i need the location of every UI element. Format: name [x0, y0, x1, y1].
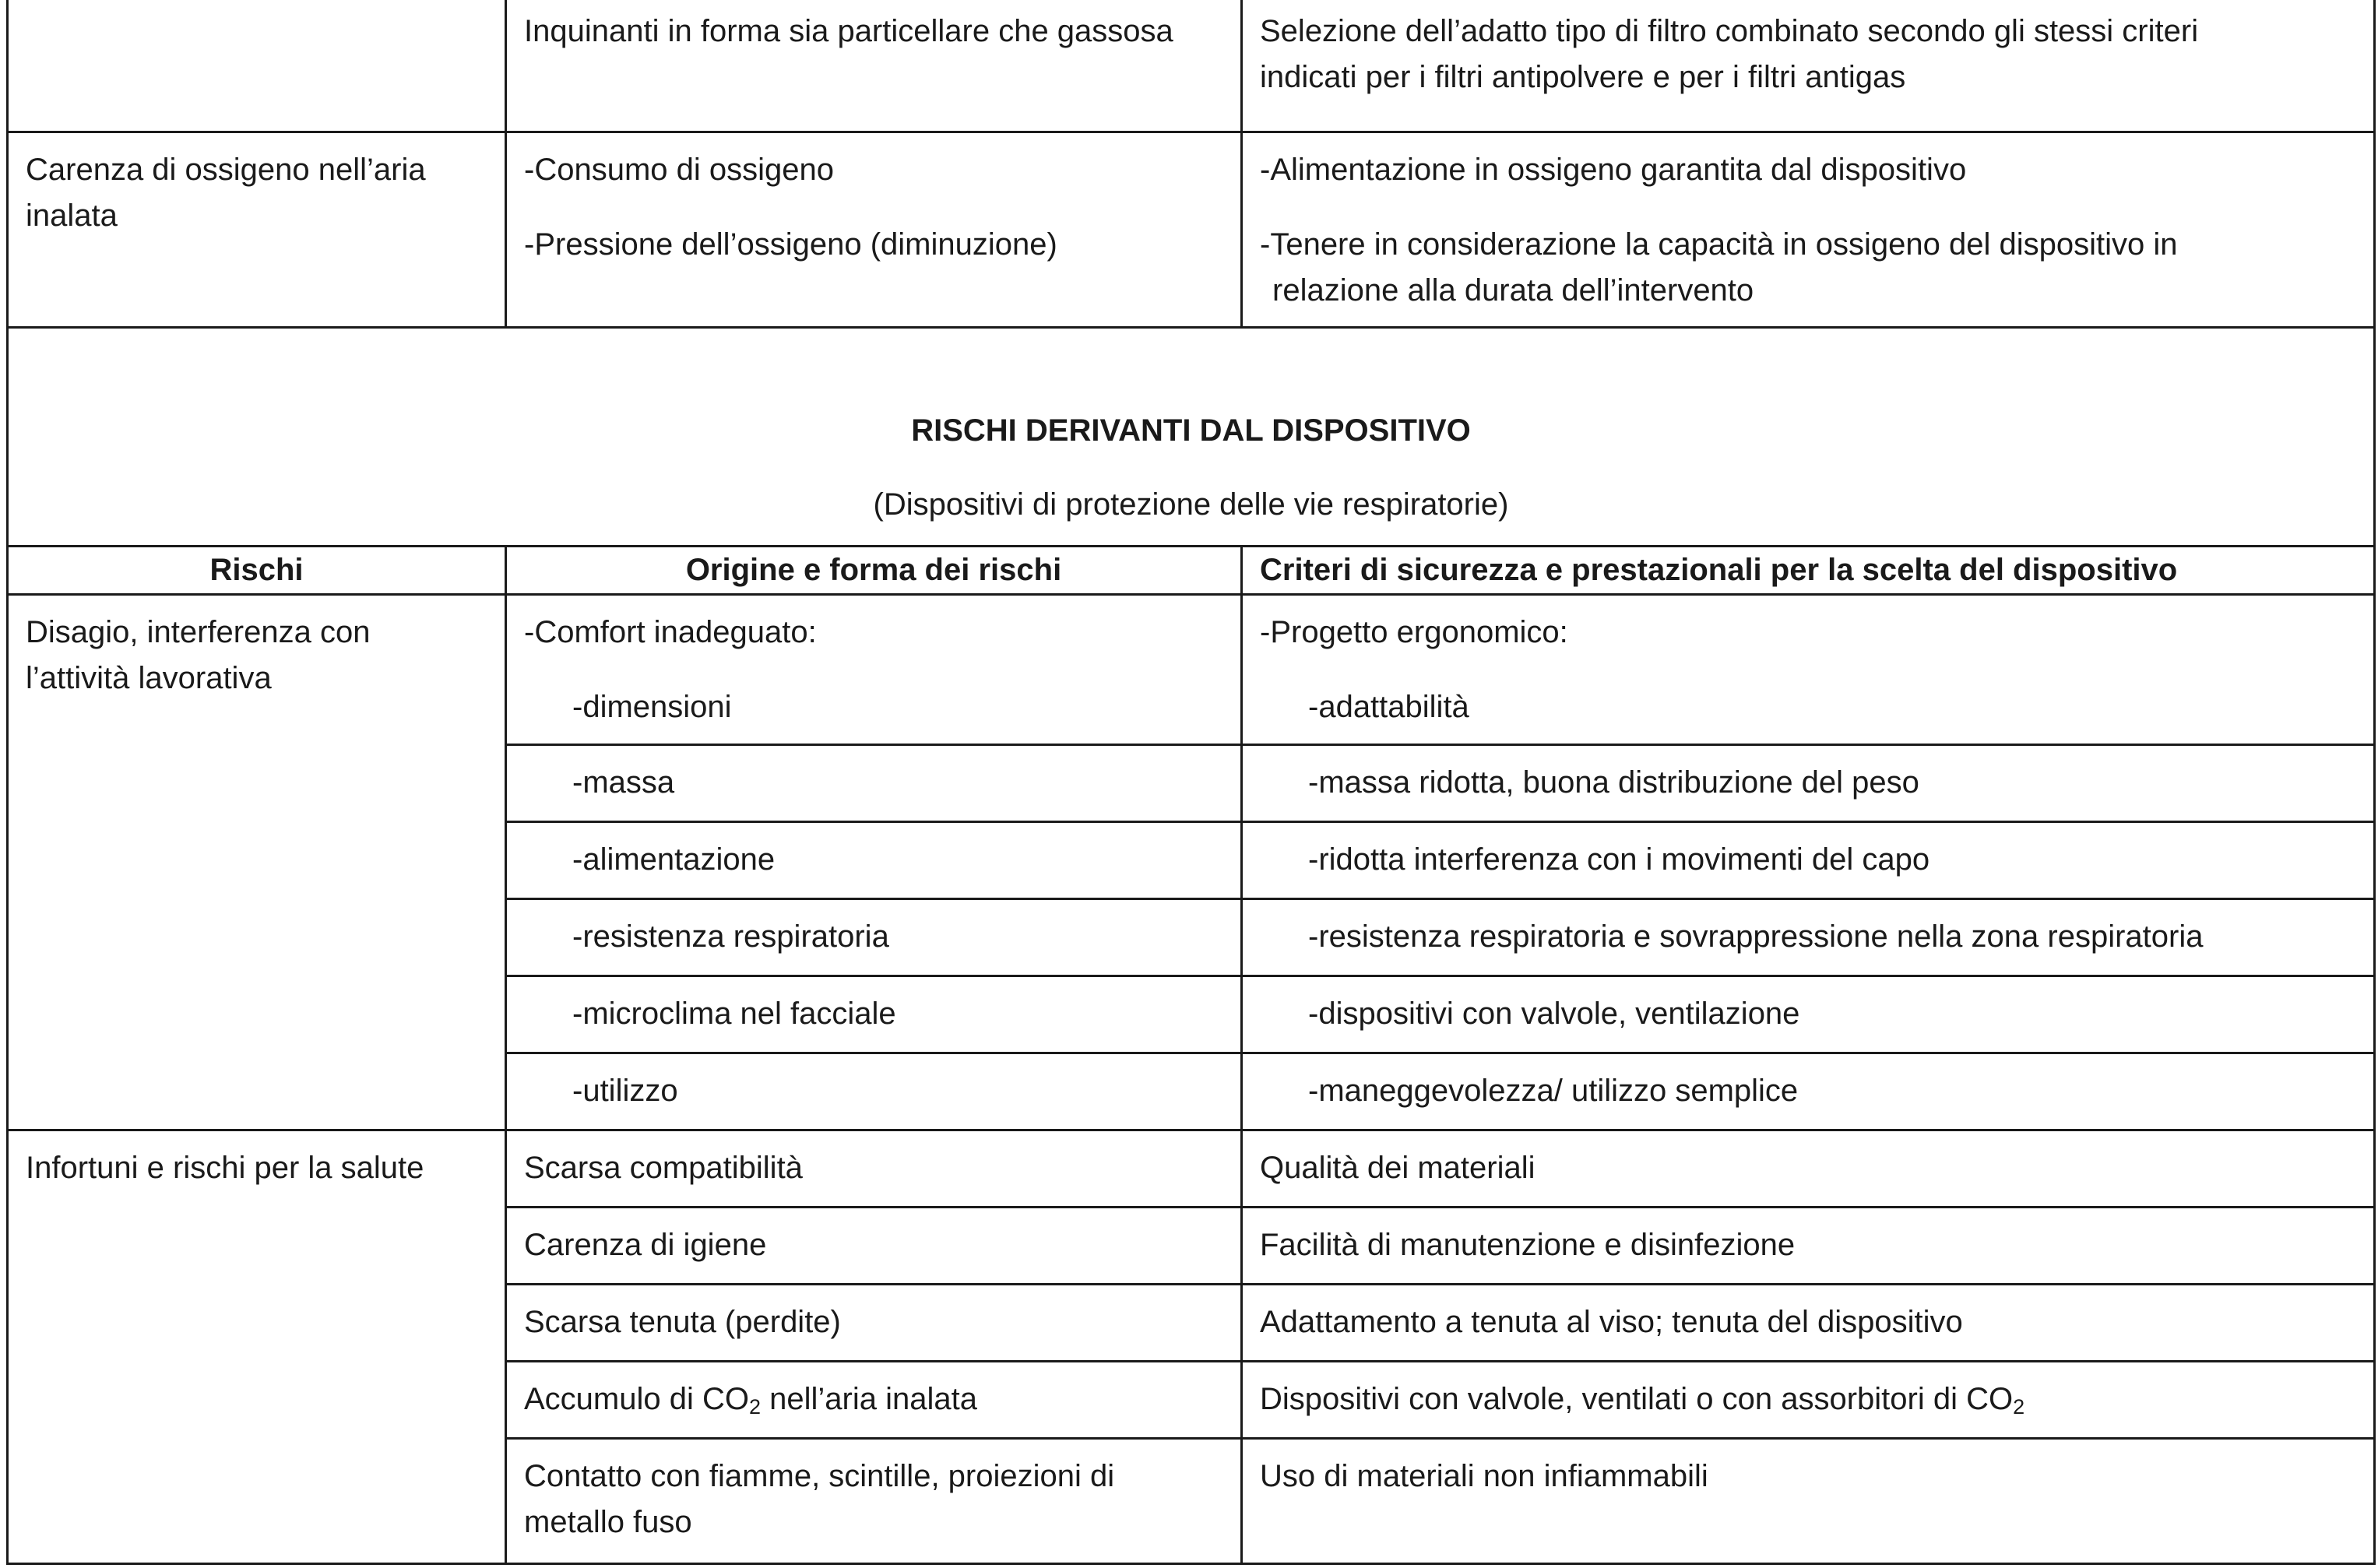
column-header-criteria: Criteri di sicurezza e prestazionali per la scelta del dispositivo — [1242, 547, 2375, 595]
risk-cell — [8, 132, 506, 328]
criteria-cell — [1242, 132, 2375, 328]
criteria-text: indicati per i filtri antipolvere e per i filtri antigas — [1260, 60, 1906, 94]
table-row — [8, 0, 2375, 132]
criteria-item: -maneggevolezza/ utilizzo semplice — [1308, 1074, 1799, 1108]
origin-text: Inquinanti in forma sia particellare che gassosa — [524, 14, 1173, 48]
risk-cell — [8, 0, 506, 132]
origin-item: Carenza di igiene — [524, 1228, 767, 1262]
criteria-cell — [1242, 1285, 2375, 1362]
origin-cell — [506, 595, 1242, 745]
origin-item: -microclima nel facciale — [572, 997, 896, 1031]
origin-item: -Consumo di ossigeno — [524, 153, 834, 187]
risk-text: l’attività lavorativa — [26, 661, 272, 695]
criteria-cell — [1242, 1362, 2375, 1439]
origin-item: -utilizzo — [572, 1074, 678, 1108]
risk-text: Disagio, interferenza con — [26, 615, 371, 649]
origin-item: Accumulo di $CO_2$ nell’aria inalata — [524, 1382, 977, 1419]
risk-text: Carenza di ossigeno nell’aria — [26, 153, 426, 187]
criteria-cell — [1242, 976, 2375, 1053]
origin-item: Scarsa tenuta (perdite) — [524, 1305, 841, 1339]
header-row — [8, 547, 2375, 595]
origin-item: -dimensioni — [572, 690, 732, 724]
origin-item: Contatto con fiamme, scintille, proiezioni di — [524, 1459, 1115, 1493]
table-row — [8, 132, 2375, 328]
criteria-cell — [1242, 745, 2375, 822]
criteria-item: Facilità di manutenzione e disinfezione — [1260, 1228, 1796, 1262]
criteria-item: -ridotta interferenza con i movimenti del capo — [1308, 842, 1930, 877]
origin-cell — [506, 1439, 1242, 1564]
criteria-item: Adattamento a tenuta al viso; tenuta del dispositivo — [1260, 1305, 1963, 1339]
section-cell — [8, 328, 2375, 547]
criteria-cell — [1242, 1053, 2375, 1130]
section-row — [8, 328, 2375, 547]
criteria-item: -adattabilità — [1308, 690, 1469, 724]
ppe-risk-table — [6, 0, 2376, 1565]
criteria-cell — [1242, 595, 2375, 745]
criteria-text: Selezione dell’adatto tipo di filtro combinato secondo gli stessi criteri — [1260, 14, 2199, 48]
risk-cell — [8, 1130, 506, 1564]
column-header-risks: Rischi — [8, 547, 506, 595]
origin-cell — [506, 822, 1242, 899]
criteria-cell — [1242, 1130, 2375, 1208]
origin-cell — [506, 1053, 1242, 1130]
origin-cell — [506, 976, 1242, 1053]
criteria-item: -Tenere in considerazione la capacità in ossigeno del dispositivo in — [1260, 227, 2178, 262]
criteria-item: -dispositivi con valvole, ventilazione — [1308, 997, 1800, 1031]
section-title: RISCHI DERIVANTI DAL DISPOSITIVO — [911, 413, 1471, 448]
criteria-cell — [1242, 899, 2375, 976]
criteria-intro: -Progetto ergonomico: — [1260, 615, 1568, 649]
origin-item: -massa — [572, 765, 675, 800]
table-row — [8, 1130, 2375, 1208]
origin-item: -resistenza respiratoria — [572, 919, 889, 954]
risk-text: Infortuni e rischi per la salute — [26, 1151, 424, 1185]
criteria-item: -Alimentazione in ossigeno garantita dal dispositivo — [1260, 153, 1967, 187]
criteria-cell — [1242, 1439, 2375, 1564]
risk-text: inalata — [26, 199, 118, 233]
origin-cell — [506, 0, 1242, 132]
origin-cell — [506, 899, 1242, 976]
origin-item: -alimentazione — [572, 842, 776, 877]
table-row — [8, 595, 2375, 745]
section-subtitle: (Dispositivi di protezione delle vie respiratorie) — [873, 487, 1509, 522]
criteria-cell — [1242, 1208, 2375, 1285]
criteria-item: Uso di materiali non infiammabili — [1260, 1459, 1708, 1493]
criteria-item: Dispositivi con valvole, ventilati o con assorbitori di $CO_2$ — [1260, 1382, 2025, 1419]
origin-intro: -Comfort inadeguato: — [524, 615, 817, 649]
criteria-item: Qualità dei materiali — [1260, 1151, 1535, 1185]
criteria-item-continued: relazione alla durata dell’intervento — [1272, 273, 1754, 308]
origin-cell — [506, 132, 1242, 328]
origin-cell — [506, 1362, 1242, 1439]
criteria-cell — [1242, 0, 2375, 132]
origin-cell — [506, 1130, 1242, 1208]
origin-item-continued: metallo fuso — [524, 1505, 692, 1539]
origin-cell — [506, 1285, 1242, 1362]
criteria-item: -massa ridotta, buona distribuzione del peso — [1308, 765, 1919, 800]
origin-item: Scarsa compatibilità — [524, 1151, 803, 1185]
origin-cell — [506, 1208, 1242, 1285]
column-header-origin: Origine e forma dei rischi — [506, 547, 1242, 595]
origin-item: -Pressione dell’ossigeno (diminuzione) — [524, 227, 1057, 262]
risk-cell — [8, 595, 506, 1130]
criteria-item: -resistenza respiratoria e sovrappressione nella zona respiratoria — [1308, 919, 2204, 954]
criteria-cell — [1242, 822, 2375, 899]
origin-cell — [506, 745, 1242, 822]
